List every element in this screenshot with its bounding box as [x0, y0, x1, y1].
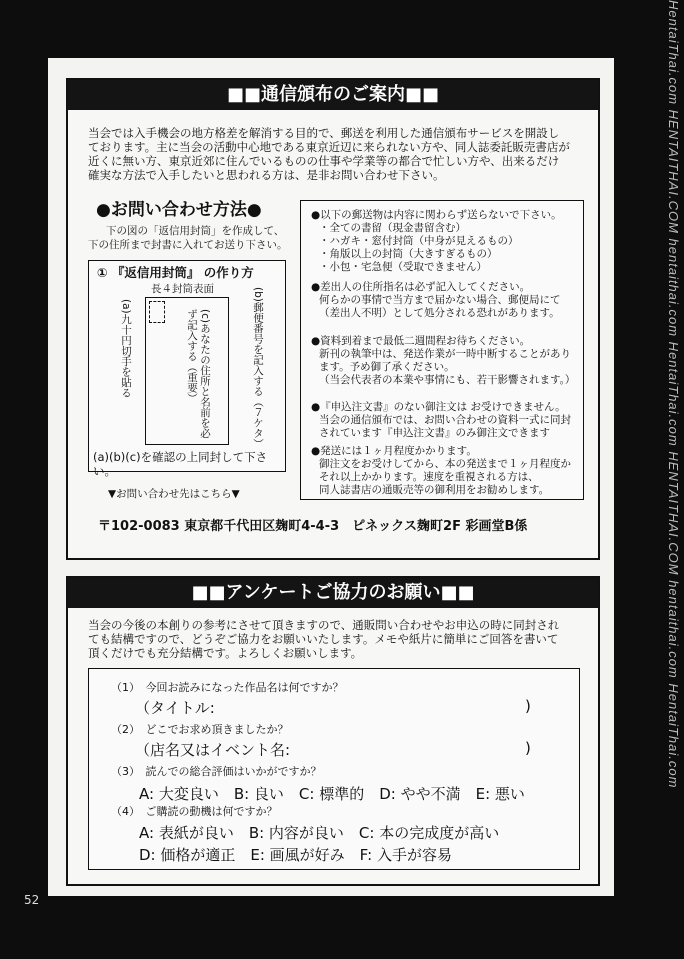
answer-title: （タイトル:: [135, 699, 215, 717]
close-paren: ): [525, 697, 531, 715]
question-4: （4） ご購読の動機は何ですか？: [111, 805, 278, 818]
note-line: （当会代表者の本業や事情にも、若干影響されます。）: [319, 374, 576, 386]
intro-line: ております。主に当会の活動中心地である東京近辺に来られない方や、同人誌委託販売書店が: [88, 140, 570, 154]
close-paren: ): [525, 739, 531, 757]
intro-line: 確実な方法で入手したいと思われる方は、是非お問い合わせ下さい。: [88, 168, 445, 182]
notes-box: [300, 200, 584, 500]
intro-line: 頂くだけでも充分結構です。よろしくお願いします。: [88, 646, 363, 660]
mail-order-section: [66, 78, 600, 560]
note-sender: [311, 281, 581, 320]
note-line: ●以下の郵送物は内容に関わらず送らないで下さい。: [311, 209, 562, 221]
envelope-diagram: [88, 260, 286, 478]
mail-order-title: ■■通信頒布のご案内■■: [68, 80, 598, 110]
note-line: ●差出人の住所指名は必ず記入してください。: [311, 281, 531, 293]
note-line: 当会の通信頒布では、お問い合わせの資料一式に同封: [319, 414, 571, 426]
stamp-note: (a)九十円切手を貼る: [120, 299, 132, 398]
inquiry-arrow: ▼お問い合わせ先はこちら▼: [108, 488, 240, 500]
note-line: 同人誌書店の通販売等の御利用をお勧めします。: [319, 484, 550, 496]
survey-section: [66, 576, 600, 886]
question-1: （1） 今回お読みになった作品名は何ですか？: [111, 681, 344, 694]
intro-line: 当会の今後の本創りの参考にさせて頂きますので、通販問い合わせやお申込の時に同封され: [88, 618, 560, 632]
motive-options-1: A: 表紙が良い B: 内容が良い C: 本の完成度が高い: [139, 824, 500, 842]
stamp-box: [149, 301, 165, 323]
inquiry-desc-1: 下の図の「返信用封筒」を作成して、: [106, 225, 285, 237]
questionnaire-box: [88, 668, 580, 870]
motive-options-2: D: 価格が適正 E: 画風が好み F: 入手が容易: [139, 846, 452, 864]
note-line: ・全ての書留（現金書留含む）: [319, 222, 466, 234]
envelope-title: ① 『返信用封筒』 の作り方: [97, 265, 254, 280]
question-2: （2） どこでお求め頂きましたか？: [111, 723, 289, 736]
note-line: ・角版以上の封筒（大きすぎるもの）: [319, 248, 498, 260]
note-line: ます。予め御了承ください。: [319, 361, 455, 373]
note-line: ●『申込注文書』のない御注文は お受けできません。: [311, 401, 566, 413]
postal-code-note: (b)郵便番号を記入する（７ケタ）: [252, 287, 264, 449]
note-line: されています『申込注文書』のみ御注文できます: [319, 427, 550, 439]
note-line: 御注文をお受けしてから、本の発送まで１ヶ月程度か: [319, 458, 571, 470]
note-line: それ以上かかります。速度を重視される方は、: [319, 471, 539, 483]
survey-intro: [88, 618, 588, 660]
confirm-note: (a)(b)(c)を確認の上同封して下さい。: [93, 450, 268, 478]
note-prohibited: [311, 209, 581, 274]
envelope-label: 長４封筒表面: [151, 283, 214, 295]
rating-options: A: 大変良い B: 良い C: 標準的 D: やや不満 E: 悪い: [139, 785, 525, 803]
inquiry-title: ●お問い合わせ方法●: [96, 200, 262, 220]
note-line: ●発送には１ヶ月程度かかります。: [311, 445, 477, 457]
page-number: 52: [24, 893, 40, 907]
mail-address: 〒102-0083 東京都千代田区麹町4-4-3 ピネックス麹町2F 彩画堂B係: [98, 519, 528, 534]
note-line: 新刊の執筆中は、発送作業が一時中断することがあり: [319, 348, 571, 360]
address-note: (c)あなたの住所と名前を必ず記入する（重要）: [186, 309, 211, 439]
survey-title: ■■アンケートご協力のお願い■■: [68, 578, 598, 608]
note-line: 何らかの事情で当方まで届かない場合、郵便局にて: [319, 294, 561, 306]
mail-intro: [88, 126, 588, 182]
note-wait: [311, 335, 581, 387]
intro-line: 近くに無い方、東京近郊に住んでいるものの仕事や学業等の都合で忙しい方や、出来るだけ: [88, 154, 560, 168]
note-line: ・ハガキ・窓付封筒（中身が見えるもの）: [319, 235, 519, 247]
inquiry-desc-2: 下の住所まで封書に入れてお送り下さい。: [88, 239, 288, 251]
note-line: ●資料到着まで最低二週間程お待ちください。: [311, 335, 531, 347]
intro-line: 当会では入手機会の地方格差を解消する目的で、郵送を利用した通信頒布サービスを開設し: [88, 126, 560, 140]
watermark: [664, 0, 684, 959]
note-line: ・小包・宅急便（受取できません）: [319, 261, 487, 273]
page: [48, 58, 614, 896]
note-order-form: [311, 401, 581, 440]
note-line: （差出人不明）として処分される恐れがあります。: [319, 307, 560, 319]
question-3: （3） 読んでの総合評価はいかがですか？: [111, 765, 322, 778]
note-shipping: [311, 445, 581, 497]
watermark-text: HentaiThai.com HENTAITHAI.COM hentaithai.com HentaiThai.com HENTAITHAI.COM hentaithai.com HentaiThai.com: [666, 0, 681, 789]
intro-line: ても結構ですので、どうぞご協力をお願いいたします。メモや紙片に簡単にご回答を書いて: [88, 632, 559, 646]
answer-store: （店名又はイベント名:: [135, 741, 291, 759]
